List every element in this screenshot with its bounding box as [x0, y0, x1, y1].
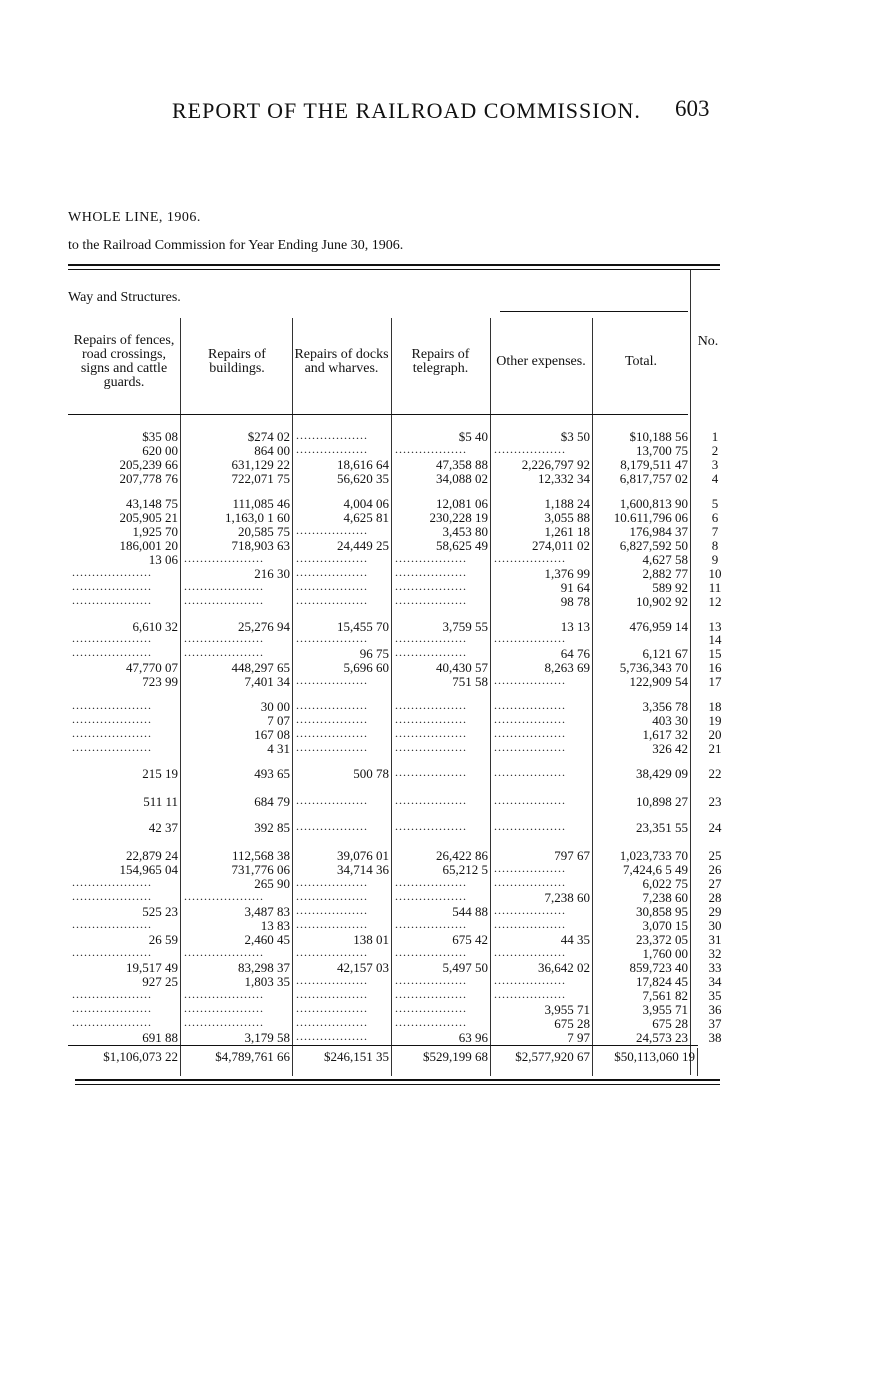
table-cell: 6,610 32	[132, 619, 178, 634]
table-cell: 864 00	[254, 443, 290, 458]
row-number: 35	[708, 988, 722, 1003]
table-cell: 1,617 32	[642, 727, 688, 742]
table-cell: 34,714 36	[337, 862, 389, 877]
leader-dots: ....................	[72, 712, 152, 726]
table-cell: 186,001 20	[119, 538, 178, 553]
table-cell: 25,276 94	[238, 619, 290, 634]
table-cell: 58,625 49	[436, 538, 488, 553]
table-cell: 10,902 92	[636, 594, 688, 609]
leader-dots: ..................	[395, 889, 467, 903]
table-cell: 3,179 58	[244, 1030, 290, 1045]
leader-dots: ..................	[395, 973, 467, 987]
table-cell: 691 88	[142, 1030, 178, 1045]
leader-dots: ..................	[296, 987, 368, 1001]
row-number: 38	[708, 1030, 722, 1045]
row-number: 28	[708, 890, 722, 905]
page-number: 603	[675, 96, 710, 121]
column-header: No.	[697, 334, 719, 349]
column-header: Total.	[624, 354, 658, 369]
leader-dots: ..................	[395, 631, 467, 645]
leader-dots: ..................	[494, 819, 566, 833]
table-cell: 138 01	[353, 932, 389, 947]
leader-dots: ..................	[494, 726, 566, 740]
leader-dots: ..................	[395, 765, 467, 779]
row-number: 32	[708, 946, 722, 961]
table-cell: 12,332 34	[538, 471, 590, 486]
row-number: 36	[708, 1002, 722, 1017]
table-cell: 392 85	[254, 820, 290, 835]
leader-dots: ....................	[72, 945, 152, 959]
total-cell: $246,151 35	[324, 1049, 389, 1064]
table-cell: 6,121 67	[642, 646, 688, 661]
table-cell: 6,022 75	[642, 876, 688, 891]
table-cell: 684 79	[254, 794, 290, 809]
leader-dots: ....................	[72, 645, 152, 659]
leader-dots: ..................	[296, 903, 368, 917]
leader-dots: ....................	[72, 726, 152, 740]
leader-dots: ..................	[494, 945, 566, 959]
total-cell: $50,113,060 19	[614, 1049, 695, 1064]
table-cell: 4,625 81	[343, 510, 389, 525]
leader-dots: ..................	[395, 917, 467, 931]
row-number: 24	[708, 820, 722, 835]
row-number: 20	[708, 727, 722, 742]
row-number: 10	[708, 566, 722, 581]
table-cell: 154,965 04	[119, 862, 178, 877]
leader-dots: ..................	[296, 1029, 368, 1043]
table-cell: 2,882 77	[642, 566, 688, 581]
leader-dots: ..................	[494, 712, 566, 726]
row-number: 7	[711, 524, 719, 539]
leader-dots: ....................	[184, 645, 264, 659]
table-cell: 205,905 21	[119, 510, 178, 525]
table-cell: 167 08	[254, 727, 290, 742]
row-number: 1	[711, 429, 719, 444]
row-number: 3	[711, 457, 719, 472]
table-cell: 7,401 34	[244, 674, 290, 689]
table-cell: 205,239 66	[119, 457, 178, 472]
table-subtitle-line1: WHOLE LINE, 1906.	[68, 210, 201, 225]
table-cell: 4 31	[267, 741, 290, 756]
column-header: Repairs of buildings.	[208, 347, 266, 376]
table-cell: 3,955 71	[642, 1002, 688, 1017]
leader-dots: ....................	[72, 1001, 152, 1015]
table-cell: 26 59	[148, 932, 178, 947]
leader-dots: ..................	[296, 973, 368, 987]
table-cell: 631,129 22	[231, 457, 290, 472]
table-cell: 47,358 88	[436, 457, 488, 472]
table-cell: 10.611,796 06	[613, 510, 688, 525]
table-cell: 111,085 46	[232, 496, 290, 511]
table-cell: 6,827,592 50	[619, 538, 688, 553]
bottom-double-rule-thin	[75, 1084, 720, 1085]
row-number: 34	[708, 974, 722, 989]
table-cell: 112,568 38	[231, 848, 290, 863]
section-rule	[500, 311, 688, 312]
leader-dots: ..................	[395, 645, 467, 659]
leader-dots: ....................	[184, 889, 264, 903]
leader-dots: ....................	[184, 1001, 264, 1015]
table-cell: 13 06	[148, 552, 178, 567]
table-cell: 5,497 50	[442, 960, 488, 975]
table-cell: 47,770 07	[126, 660, 178, 675]
leader-dots: ....................	[184, 987, 264, 1001]
table-cell: 10,898 27	[636, 794, 688, 809]
leader-dots: ..................	[494, 861, 566, 875]
leader-dots: ..................	[296, 945, 368, 959]
table-cell: 3,487 83	[244, 904, 290, 919]
top-double-rule	[68, 264, 720, 266]
leader-dots: ..................	[296, 1001, 368, 1015]
leader-dots: ....................	[72, 740, 152, 754]
leader-dots: ..................	[296, 793, 368, 807]
column-header: Repairs of fences, road crossings, signs and cattle guards.	[73, 333, 175, 390]
leader-dots: ..................	[395, 593, 467, 607]
row-number: 18	[708, 699, 722, 714]
leader-dots: ....................	[72, 875, 152, 889]
leader-dots: ..................	[296, 1015, 368, 1029]
table-cell: 7,238 60	[544, 890, 590, 905]
table-cell: 19,517 49	[126, 960, 178, 975]
table-cell: 8,263 69	[544, 660, 590, 675]
table-cell: 38,429 09	[636, 766, 688, 781]
leader-dots: ..................	[494, 973, 566, 987]
leader-dots: ....................	[72, 987, 152, 1001]
row-number: 5	[711, 496, 719, 511]
page-header	[0, 98, 870, 128]
no-column-border	[690, 270, 691, 1075]
table-cell: 4,004 06	[343, 496, 389, 511]
column-divider	[391, 318, 392, 1076]
row-number: 37	[708, 1016, 722, 1031]
table-cell: 1,188 24	[544, 496, 590, 511]
table-cell: 42,157 03	[337, 960, 389, 975]
row-number: 4	[711, 471, 719, 486]
table-cell: 675 28	[652, 1016, 688, 1031]
leader-dots: ..................	[395, 987, 467, 1001]
leader-dots: ..................	[494, 698, 566, 712]
leader-dots: ..................	[395, 1015, 467, 1029]
total-cell: $4,789,761 66	[215, 1049, 290, 1064]
table-cell: 13 83	[260, 918, 290, 933]
table-cell: 675 28	[554, 1016, 590, 1031]
table-cell: 40,430 57	[436, 660, 488, 675]
table-cell: 176,984 37	[629, 524, 688, 539]
table-cell: 36,642 02	[538, 960, 590, 975]
table-cell: 6,817,757 02	[619, 471, 688, 486]
leader-dots: ..................	[395, 875, 467, 889]
table-cell: 3,070 15	[642, 918, 688, 933]
leader-dots: ..................	[296, 673, 368, 687]
leader-dots: ..................	[494, 442, 566, 456]
table-cell: 1,760 00	[642, 946, 688, 961]
table-cell: 326 42	[652, 741, 688, 756]
table-cell: 7 97	[567, 1030, 590, 1045]
row-number: 30	[708, 918, 722, 933]
leader-dots: ..................	[395, 945, 467, 959]
row-number: 6	[711, 510, 719, 525]
row-number: 26	[708, 862, 722, 877]
totals-rule	[68, 1045, 698, 1046]
leader-dots: ..................	[296, 712, 368, 726]
table-cell: $5 40	[458, 429, 488, 444]
row-number: 29	[708, 904, 722, 919]
column-divider	[490, 318, 491, 1076]
leader-dots: ..................	[395, 793, 467, 807]
table-cell: 403 30	[652, 713, 688, 728]
leader-dots: ....................	[72, 593, 152, 607]
leader-dots: ..................	[395, 565, 467, 579]
leader-dots: ..................	[296, 523, 368, 537]
table-cell: 3,759 55	[442, 619, 488, 634]
table-cell: $274 02	[247, 429, 290, 444]
table-cell: 731,776 06	[231, 862, 290, 877]
row-number: 17	[708, 674, 722, 689]
table-subtitle-line2: to the Railroad Commission for Year Ending June 30, 1906.	[68, 238, 404, 253]
table-cell: 1,376 99	[544, 566, 590, 581]
row-number: 16	[708, 660, 722, 675]
table-cell: $10,188 56	[629, 429, 688, 444]
table-cell: 265 90	[254, 876, 290, 891]
column-header: Repairs of docks and wharves.	[294, 347, 389, 376]
leader-dots: ..................	[296, 442, 368, 456]
table-cell: 722,071 75	[231, 471, 290, 486]
table-cell: 3,453 80	[442, 524, 488, 539]
table-cell: 83,298 37	[238, 960, 290, 975]
table-cell: 30 00	[260, 699, 290, 714]
table-cell: 30,858 95	[636, 904, 688, 919]
table-cell: 544 88	[452, 904, 488, 919]
column-divider	[180, 318, 181, 1076]
header-underline	[68, 414, 688, 415]
leader-dots: ..................	[395, 551, 467, 565]
table-cell: 26,422 86	[436, 848, 488, 863]
table-cell: 5,736,343 70	[619, 660, 688, 675]
table-cell: 24,449 25	[337, 538, 389, 553]
table-cell: 22,879 24	[126, 848, 178, 863]
leader-dots: ..................	[296, 565, 368, 579]
table-cell: 5,696 60	[343, 660, 389, 675]
leader-dots: ..................	[395, 579, 467, 593]
table-cell: 1,925 70	[132, 524, 178, 539]
leader-dots: ..................	[296, 726, 368, 740]
leader-dots: ..................	[494, 551, 566, 565]
leader-dots: ..................	[494, 903, 566, 917]
row-number: 12	[708, 594, 722, 609]
leader-dots: ....................	[72, 1015, 152, 1029]
leader-dots: ....................	[184, 551, 264, 565]
column-header: Repairs of telegraph.	[411, 347, 470, 376]
leader-dots: ..................	[296, 698, 368, 712]
leader-dots: ....................	[184, 593, 264, 607]
table-cell: 2,226,797 92	[521, 457, 590, 472]
table-cell: 718,903 63	[231, 538, 290, 553]
table-cell: 65,212 5	[442, 862, 488, 877]
leader-dots: ..................	[395, 712, 467, 726]
table-cell: 23,351 55	[636, 820, 688, 835]
table-cell: 7,238 60	[642, 890, 688, 905]
leader-dots: ..................	[494, 875, 566, 889]
table-cell: 1,023,733 70	[619, 848, 688, 863]
table-cell: 23,372 05	[636, 932, 688, 947]
table-cell: 274,011 02	[531, 538, 590, 553]
table-cell: 3,356 78	[642, 699, 688, 714]
column-divider	[292, 318, 293, 1076]
table-cell: 589 92	[652, 580, 688, 595]
leader-dots: ..................	[395, 726, 467, 740]
leader-dots: ..................	[494, 987, 566, 1001]
table-cell: 723 99	[142, 674, 178, 689]
leader-dots: ..................	[395, 698, 467, 712]
table-cell: 1,803 35	[244, 974, 290, 989]
table-cell: $3 50	[560, 429, 590, 444]
leader-dots: ..................	[296, 631, 368, 645]
leader-dots: ..................	[296, 889, 368, 903]
table-cell: 448,297 65	[231, 660, 290, 675]
total-cell: $2,577,920 67	[515, 1049, 590, 1064]
leader-dots: ....................	[184, 1015, 264, 1029]
table-cell: 20,585 75	[238, 524, 290, 539]
row-number: 27	[708, 876, 722, 891]
column-header: Other expenses.	[496, 354, 586, 369]
table-cell: 122,909 54	[629, 674, 688, 689]
leader-dots: ..................	[494, 740, 566, 754]
row-number: 11	[708, 580, 722, 595]
table-cell: 18,616 64	[337, 457, 389, 472]
table-cell: 511 11	[143, 794, 178, 809]
leader-dots: ....................	[72, 579, 152, 593]
leader-dots: ....................	[184, 579, 264, 593]
row-number: 9	[711, 552, 719, 567]
row-number: 22	[708, 766, 722, 781]
table-cell: 96 75	[359, 646, 389, 661]
table-cell: 56,620 35	[337, 471, 389, 486]
table-cell: 43,148 75	[126, 496, 178, 511]
table-cell: 859,723 40	[629, 960, 688, 975]
table-cell: 525 23	[142, 904, 178, 919]
table-cell: 15,455 70	[337, 619, 389, 634]
leader-dots: ..................	[494, 793, 566, 807]
table-cell: 1,600,813 90	[619, 496, 688, 511]
table-cell: 675 42	[452, 932, 488, 947]
table-cell: 64 76	[560, 646, 590, 661]
total-cell: $529,199 68	[423, 1049, 488, 1064]
leader-dots: ..................	[296, 579, 368, 593]
table-cell: 7,424,6 5 49	[623, 862, 688, 877]
table-cell: 230,228 19	[429, 510, 488, 525]
leader-dots: ..................	[296, 593, 368, 607]
leader-dots: ....................	[72, 698, 152, 712]
table-cell: 3,055 88	[544, 510, 590, 525]
table-cell: 24,573 23	[636, 1030, 688, 1045]
table-cell: 91 64	[560, 580, 590, 595]
table-cell: 1,163,0 1 60	[225, 510, 290, 525]
table-cell: 42 37	[148, 820, 178, 835]
row-number: 21	[708, 741, 722, 756]
leader-dots: ....................	[184, 945, 264, 959]
leader-dots: ..................	[494, 765, 566, 779]
table-cell: 493 65	[254, 766, 290, 781]
leader-dots: ..................	[296, 875, 368, 889]
table-cell: 17,824 45	[636, 974, 688, 989]
row-number: 13	[708, 619, 722, 634]
leader-dots: ..................	[395, 442, 467, 456]
bottom-double-rule	[75, 1079, 720, 1081]
section-title: Way and Structures.	[68, 290, 181, 305]
leader-dots: ..................	[494, 917, 566, 931]
table-cell: 7 07	[267, 713, 290, 728]
table-cell: $35 08	[142, 429, 178, 444]
table-cell: 4,627 58	[642, 552, 688, 567]
running-title: REPORT OF THE RAILROAD COMMISSION.	[172, 98, 641, 123]
leader-dots: ..................	[296, 819, 368, 833]
row-number: 15	[708, 646, 722, 661]
top-double-rule-thin	[68, 269, 720, 270]
leader-dots: ....................	[72, 565, 152, 579]
leader-dots: ..................	[494, 631, 566, 645]
leader-dots: ..................	[296, 551, 368, 565]
leader-dots: ..................	[395, 819, 467, 833]
leader-dots: ....................	[72, 631, 152, 645]
table-cell: 13 13	[560, 619, 590, 634]
table-cell: 207,778 76	[119, 471, 178, 486]
row-number: 31	[708, 932, 722, 947]
table-cell: 44 35	[560, 932, 590, 947]
no-column-border-outer	[697, 1048, 698, 1076]
row-number: 23	[708, 794, 722, 809]
table-cell: 2,460 45	[244, 932, 290, 947]
table-cell: 12,081 06	[436, 496, 488, 511]
table-cell: 34,088 02	[436, 471, 488, 486]
column-divider	[592, 318, 593, 1076]
leader-dots: ....................	[184, 631, 264, 645]
leader-dots: ....................	[72, 917, 152, 931]
leader-dots: ..................	[395, 740, 467, 754]
table-cell: 500 78	[353, 766, 389, 781]
row-number: 19	[708, 713, 722, 728]
table-cell: 215 19	[142, 766, 178, 781]
table-cell: 1,261 18	[544, 524, 590, 539]
table-cell: 927 25	[142, 974, 178, 989]
table-cell: 751 58	[452, 674, 488, 689]
row-number: 25	[708, 848, 722, 863]
leader-dots: ....................	[72, 889, 152, 903]
table-cell: 98 78	[560, 594, 590, 609]
table-cell: 63 96	[458, 1030, 488, 1045]
table-cell: 620 00	[142, 443, 178, 458]
leader-dots: ..................	[296, 740, 368, 754]
table-cell: 797 67	[554, 848, 590, 863]
table-cell: 7,561 82	[642, 988, 688, 1003]
row-number: 2	[711, 443, 719, 458]
row-number: 14	[708, 632, 722, 647]
leader-dots: ..................	[296, 428, 368, 442]
total-cell: $1,106,073 22	[103, 1049, 178, 1064]
leader-dots: ..................	[494, 673, 566, 687]
row-number: 33	[708, 960, 722, 975]
table-cell: 13,700 75	[636, 443, 688, 458]
table-cell: 39,076 01	[337, 848, 389, 863]
table-cell: 8,179,511 47	[620, 457, 688, 472]
table-cell: 476,959 14	[629, 619, 688, 634]
table-cell: 216 30	[254, 566, 290, 581]
leader-dots: ..................	[296, 917, 368, 931]
leader-dots: ..................	[395, 1001, 467, 1015]
row-number: 8	[711, 538, 719, 553]
table-cell: 3,955 71	[544, 1002, 590, 1017]
